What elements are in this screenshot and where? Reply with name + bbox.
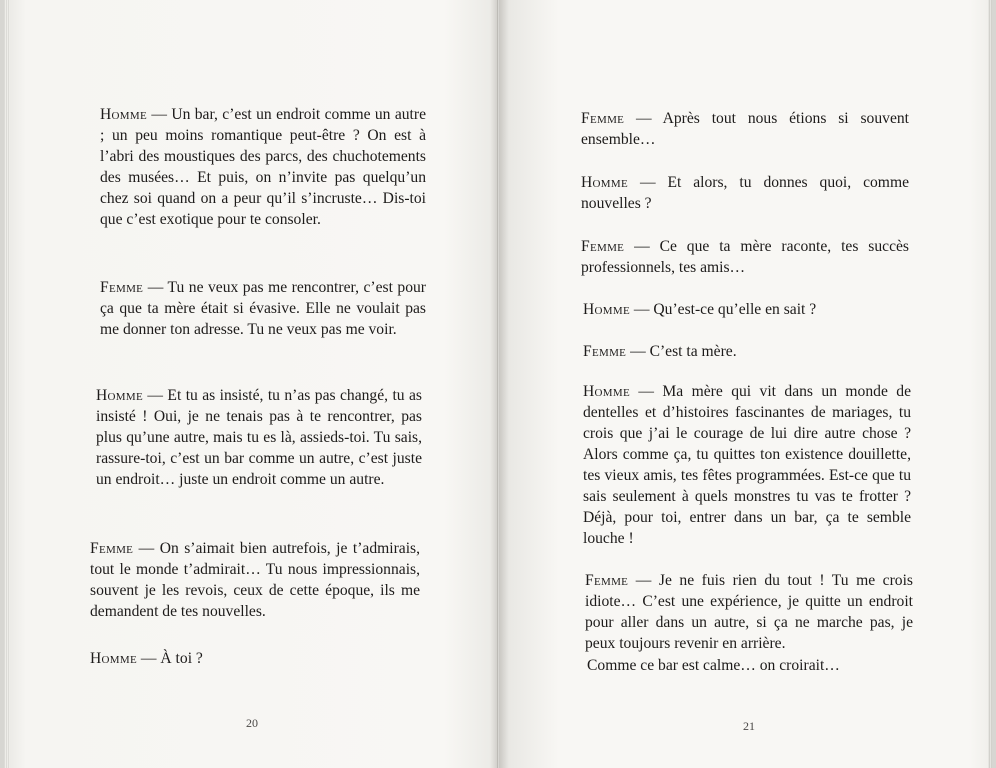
dialogue-paragraph bbox=[100, 277, 426, 340]
dialogue-text: — C’est ta mère. bbox=[630, 343, 737, 360]
dialogue-text: — Un bar, c’est un endroit comme un autre ; un peu moins romantique peut-être ? On est à l’abri des moustiques des parcs, des chuchotements des musées… Et puis, on n’invite pas quelqu’un chez soi quand on a peur qu’il s’incruste… Dis-toi que c’est exotique pour te consoler. bbox=[100, 106, 426, 228]
dialogue-text: — Et tu as insisté, tu n’as pas changé, tu as insisté ! Oui, je ne tenais pas à te rencontrer, pas plus qu’une autre, mais tu es là, assieds-toi. Tu sais, rassure-toi, c’est un bar comme un autre, c’est juste un endroit… juste un endroit comme un autre. bbox=[96, 387, 422, 488]
dialogue-text: — Et alors, tu donnes quoi, comme nouvelles ? bbox=[581, 174, 909, 212]
page-edge bbox=[988, 0, 992, 768]
speaker-name: Femme bbox=[100, 279, 144, 296]
dialogue-paragraph bbox=[583, 341, 911, 362]
speaker-name: Homme bbox=[100, 106, 147, 123]
dialogue-text: — À toi ? bbox=[140, 650, 203, 667]
dialogue-text: Comme ce bar est calme… on croirait… bbox=[587, 657, 840, 674]
dialogue-paragraph bbox=[583, 299, 911, 320]
speaker-name: Homme bbox=[583, 383, 630, 400]
speaker-name: Femme bbox=[585, 572, 629, 589]
dialogue-paragraph bbox=[100, 104, 426, 230]
speaker-name: Femme bbox=[581, 110, 625, 127]
page-number: 21 bbox=[743, 719, 755, 733]
speaker-name: Homme bbox=[581, 174, 628, 191]
left-page bbox=[4, 0, 498, 768]
dialogue-paragraph bbox=[585, 570, 913, 654]
page-number: 20 bbox=[246, 716, 258, 730]
dialogue-paragraph bbox=[90, 538, 420, 622]
page-edge bbox=[4, 0, 10, 768]
dialogue-paragraph bbox=[90, 648, 420, 669]
speaker-name: Homme bbox=[583, 301, 630, 318]
dialogue-text: — Après tout nous étions si souvent ensemble… bbox=[581, 110, 909, 148]
dialogue-text: — Ma mère qui vit dans un monde de dentelles et d’histoires fascinantes de mariages, tu crois que j’ai le courage de lui dire autre chose ? Alors comme ça, tu quittes ton existence douillette, tes vieux amis, tes fêtes programmées. Est-ce que tu sais seulement à quels monstres tu vas te frotter ? Déjà, pour toi, entrer dans un bar, ça te semble louche ! bbox=[583, 383, 911, 547]
dialogue-text: — On s’aimait bien autrefois, je t’admirais, tout le monde t’admirait… Tu nous impressionnais, souvent je les revois, ceux de cette époque, ils me demandent de tes nouvelles. bbox=[90, 540, 420, 620]
dialogue-paragraph bbox=[96, 385, 422, 490]
dialogue-text: — Tu ne veux pas me rencontrer, c’est pour ça que ta mère était si évasive. Elle ne voulait pas me donner ton adresse. Tu ne veux pas me voir. bbox=[100, 279, 426, 338]
dialogue-paragraph bbox=[581, 172, 909, 214]
dialogue-paragraph bbox=[587, 655, 915, 676]
speaker-name: Homme bbox=[96, 387, 143, 404]
speaker-name: Homme bbox=[90, 650, 137, 667]
dialogue-paragraph bbox=[581, 108, 909, 150]
dialogue-text: — Qu’est-ce qu’elle en sait ? bbox=[633, 301, 817, 318]
speaker-name: Femme bbox=[581, 238, 625, 255]
dialogue-paragraph bbox=[583, 381, 911, 549]
dialogue-text: — Ce que ta mère raconte, tes succès professionnels, tes amis… bbox=[581, 238, 909, 276]
dialogue-paragraph bbox=[581, 236, 909, 278]
dialogue-text: — Je ne fuis rien du tout ! Tu me crois idiote… C’est une expérience, je quitte un endroit pour aller dans un autre, si ça ne marche pas, je peux toujours revenir en arrière. bbox=[585, 572, 913, 652]
speaker-name: Femme bbox=[583, 343, 627, 360]
right-page bbox=[499, 0, 992, 768]
speaker-name: Femme bbox=[90, 540, 134, 557]
